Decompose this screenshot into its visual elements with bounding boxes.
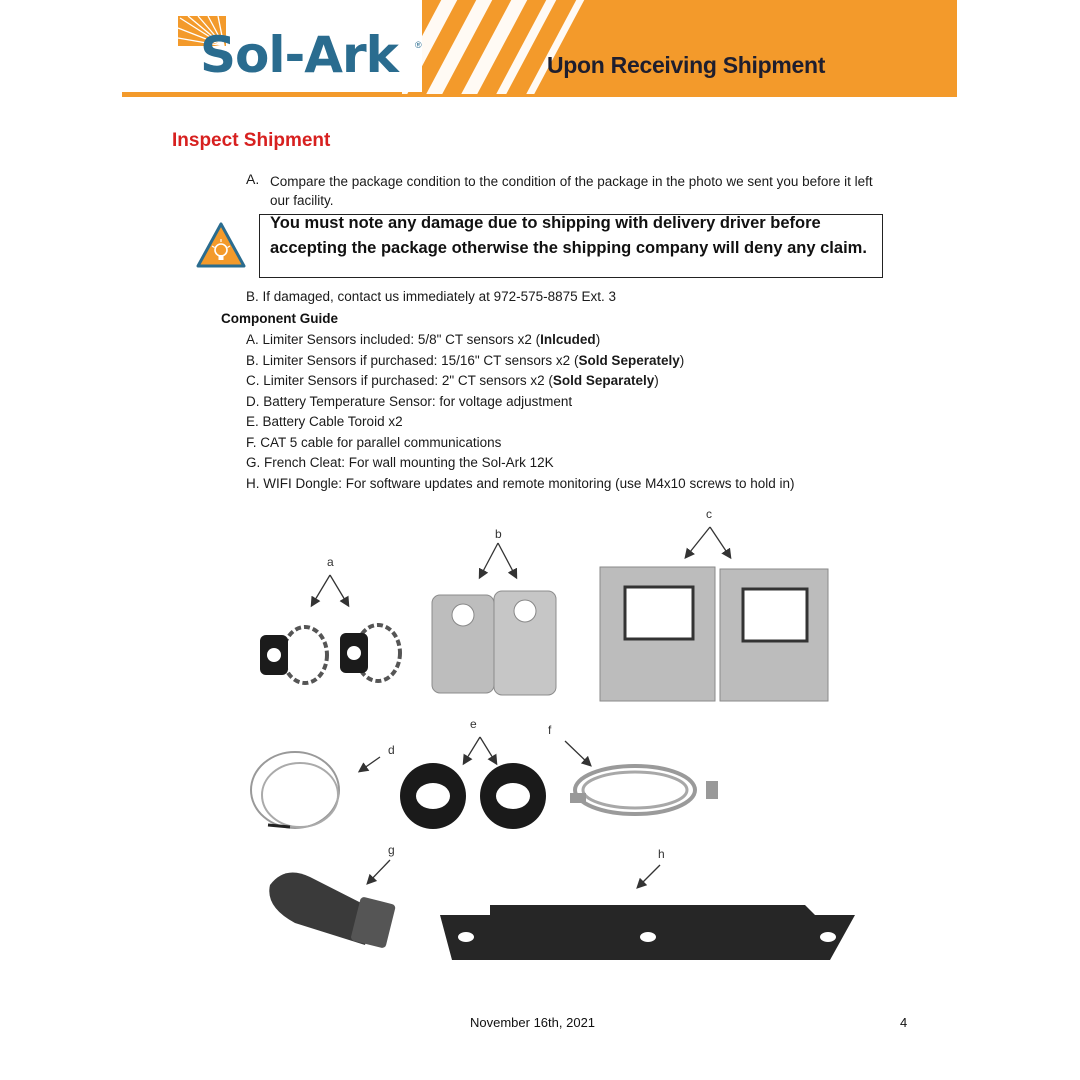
logo-registered-mark: ® — [415, 40, 422, 50]
ct-sensor-15-16-image — [432, 543, 556, 695]
page-number: 4 — [900, 1015, 908, 1030]
list-item: E. Battery Cable Toroid x2 — [246, 414, 403, 429]
header-title: Upon Receiving Shipment — [547, 52, 826, 78]
battery-cable-toroid-image — [400, 737, 546, 829]
list-item: H. WIFI Dongle: For software updates and remote monitoring (use M4x10 screws to hold in) — [246, 475, 795, 491]
component-guide-list — [246, 330, 794, 494]
step-b-text: B. If damaged, contact us immediately at 972-575-8875 Ext. 3 — [246, 289, 616, 304]
section-title: Inspect Shipment — [172, 130, 331, 151]
footer-date: November 16th, 2021 — [470, 1015, 596, 1030]
logo-text: Sol-Ark — [200, 26, 398, 84]
warning-text: You must note any damage due to shipping with delivery driver before accepting the package otherwise the shipping company will deny any claim. — [270, 214, 867, 257]
figure-label-g: g — [388, 843, 395, 857]
figure-label-f: f — [548, 723, 552, 737]
step-a-letter: A. — [246, 171, 260, 187]
figure-label-b: b — [495, 527, 502, 541]
component-photo — [240, 505, 880, 975]
ct-sensor-2in-image — [600, 527, 828, 701]
battery-temperature-sensor-image — [251, 752, 380, 828]
list-item: F. CAT 5 cable for parallel communications — [246, 434, 502, 450]
figure-label-e: e — [470, 717, 477, 731]
component-guide-title: Component Guide — [221, 311, 338, 326]
list-item: A. Limiter Sensors included: 5/8" CT sensors x2 (Inlcuded) — [246, 332, 601, 347]
warning-lightbulb-icon — [196, 222, 246, 268]
list-item: C. Limiter Sensors if purchased: 2" CT sensors x2 (Sold Separately) — [246, 373, 659, 388]
list-item: B. Limiter Sensors if purchased: 15/16" CT sensors x2 (Sold Seperately) — [246, 352, 685, 368]
header-bottom-line — [122, 94, 957, 97]
figure-label-d: d — [388, 743, 395, 757]
french-cleat-image — [440, 865, 855, 960]
figure-label-a: a — [327, 555, 334, 569]
ct-sensor-5-8-image — [260, 575, 400, 683]
cat5-cable-image — [565, 741, 718, 814]
figure-label-c: c — [706, 507, 712, 521]
step-a-text: Compare the package condition to the condition of the package in the photo we sent you before it left our facility. — [270, 174, 873, 208]
list-item: G. French Cleat: For wall mounting the Sol-Ark 12K — [246, 455, 554, 470]
list-item: D. Battery Temperature Sensor: for voltage adjustment — [246, 393, 573, 409]
wifi-dongle-image — [269, 860, 396, 949]
figure-label-h: h — [658, 847, 665, 861]
